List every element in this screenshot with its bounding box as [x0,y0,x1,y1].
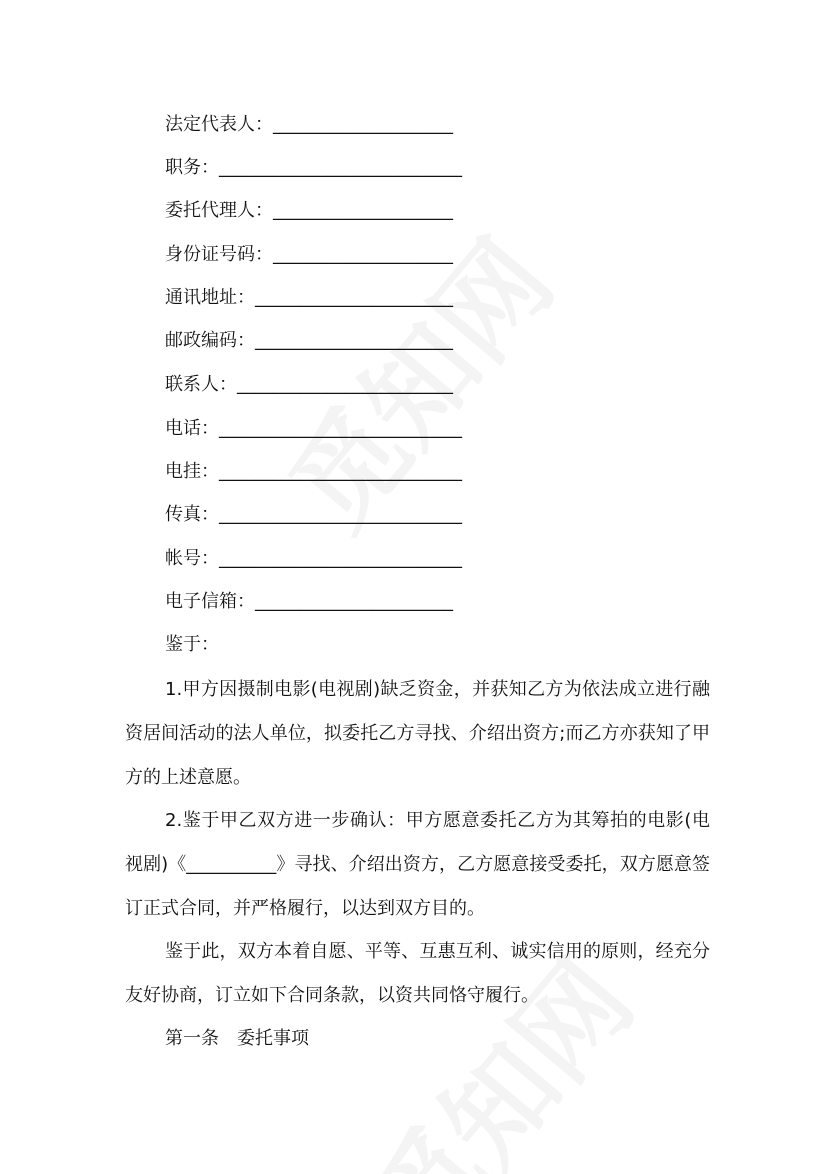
section-heading: 第一条 委托事项 [165,1028,309,1049]
paragraph-2: 2.鉴于甲乙双方进一步确认：甲方愿意委托乙方为其筹拍的电影(电视剧)《__________》寻找、介绍出资方，乙方愿意接受委托，双方愿意签订正式合同，并严格履行，以达到双方目的。 [125,810,710,919]
field-postal-code: 邮政编码：______________________ [165,330,453,351]
field-id-number: 身份证号码：____________________ [165,244,453,265]
field-address: 通讯地址：______________________ [165,287,453,308]
field-email: 电子信箱：______________________ [165,591,453,612]
paragraph-1: 1.甲方因摄制电影(电视剧)缺乏资金，并获知乙方为依法成立进行融资居间活动的法人单位，拟委托乙方寻找、介绍出资方;而乙方亦获知了甲方的上述意愿。 [125,679,710,788]
field-fax: 传真：___________________________ [165,504,462,525]
whereas-heading: 鉴于： [165,634,219,655]
field-contact-person: 联系人：________________________ [165,374,453,395]
paragraph-3: 鉴于此，双方本着自愿、平等、互惠互利、诚实信用的原则，经充分友好协商，订立如下合同条款，以资共同恪守履行。 [125,941,710,1006]
field-account-number: 帐号：___________________________ [165,548,462,569]
field-position: 职务：___________________________ [165,157,462,178]
field-legal-representative: 法定代表人：____________________ [165,114,453,135]
field-telegraph: 电挂：___________________________ [165,461,462,482]
field-phone: 电话：___________________________ [165,418,462,439]
field-authorized-agent: 委托代理人：____________________ [165,200,453,221]
